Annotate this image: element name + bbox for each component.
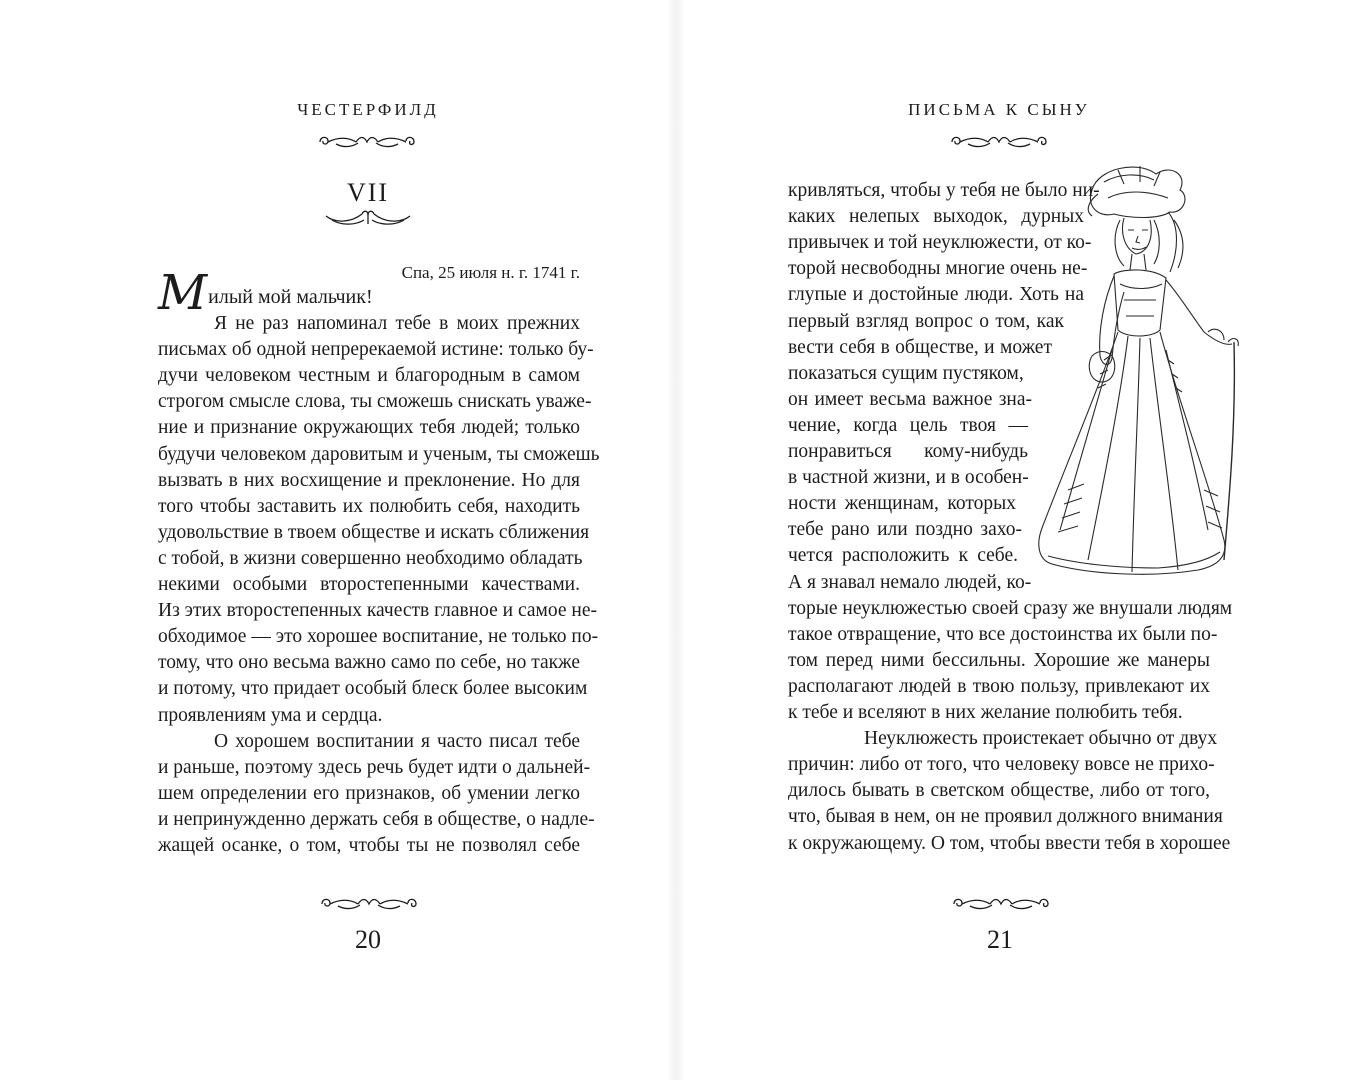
text-line: с тобой, в жизни совершенно необходимо обладать bbox=[158, 547, 583, 569]
text-line: тому, что оно весьма важно само по себе, но также bbox=[158, 652, 580, 674]
text-line: строгом смысле слова, ты сможешь снискать уваже- bbox=[158, 391, 592, 413]
text-line: дучи человеком честным и благородным в самом bbox=[158, 365, 580, 387]
text-line: привычек и той неуклюжести, от ко- bbox=[788, 232, 1092, 254]
text-line: обходимое — это хорошее воспитание, не только по- bbox=[158, 626, 599, 648]
salutation-text: илый мой мальчик! bbox=[208, 286, 373, 308]
text-line: Я не раз напоминал тебе в моих прежних bbox=[214, 313, 580, 334]
text-line: располагают людей в твою пользу, привлекают их bbox=[788, 675, 1210, 697]
running-head-right: ПИСЬМА К СЫНУ bbox=[908, 100, 1090, 119]
text-line: О хорошем воспитании я часто писал тебе bbox=[214, 730, 580, 752]
text-line: торой несвободны многие очень не- bbox=[788, 258, 1088, 280]
text-line: шем определении его признаков, об умении легко bbox=[158, 782, 580, 804]
text-line: чется расположить к себе. bbox=[788, 545, 1018, 567]
text-line: кривляться, чтобы у тебя не было ни- bbox=[788, 180, 1100, 201]
text-line: причин: либо от того, что человеку вовсе не прихо- bbox=[788, 754, 1215, 776]
text-line: письмах об одной непререкаемой истине: только бу- bbox=[158, 339, 594, 361]
text-line: проявлениям ума и сердца. bbox=[158, 704, 383, 726]
text-line: вызвать в них восхищение и преклонение. Но для bbox=[158, 469, 580, 491]
text-line: такое отвращение, что все достоинства их были по- bbox=[788, 623, 1218, 645]
header-ornament-right bbox=[948, 132, 1050, 152]
text-line: глупые и достойные люди. Хоть на bbox=[788, 284, 1084, 306]
text-line: и потому, что придает особый блеск более высоким bbox=[158, 678, 588, 700]
text-line: что, бывая в нем, он не проявил должного внимания bbox=[788, 806, 1223, 828]
text-line: Из этих второстепенных качеств главное и самое не- bbox=[158, 600, 597, 622]
page-number-right: 21 bbox=[987, 925, 1013, 954]
text-line: А я знавал немало людей, ко- bbox=[788, 571, 1032, 593]
header-ornament-left bbox=[316, 132, 418, 152]
text-line: к окружающему. О том, чтобы ввести тебя в хорошее bbox=[788, 832, 1231, 854]
text-line: того чтобы заставить их полюбить себя, находить bbox=[158, 495, 580, 517]
text-line: жащей осанке, о том, чтобы ты не позволял себе bbox=[158, 835, 580, 856]
chapter-number: VII bbox=[346, 178, 390, 207]
text-line: в частной жизни, и в особен- bbox=[788, 467, 1029, 489]
drop-cap-initial: М bbox=[158, 265, 208, 321]
text-line: понравиться кому-нибудь bbox=[788, 441, 1028, 462]
text-line: вести себя в обществе, и может bbox=[788, 336, 1052, 358]
footer-ornament-left bbox=[318, 894, 420, 914]
text-line: он имеет весьма важное зна- bbox=[788, 388, 1032, 410]
salutation bbox=[158, 265, 373, 321]
text-line: первый взгляд вопрос о том, как bbox=[788, 310, 1064, 332]
text-line: будучи человеком даровитым и ученым, ты сможешь bbox=[158, 443, 600, 465]
text-line: к тебе и вселяют в них желание полюбить тебя. bbox=[788, 702, 1183, 723]
text-line: показаться сущим пустяком, bbox=[788, 362, 1024, 384]
running-head-left: ЧЕСТЕРФИЛД bbox=[297, 100, 439, 119]
text-line: Неуклюжесть проистекает обычно от двух bbox=[864, 728, 1218, 750]
text-line: чение, когда цель твоя — bbox=[788, 414, 1028, 436]
text-line: удовольствие в твоем обществе и искать сближения bbox=[158, 521, 590, 543]
footer-ornament-right bbox=[950, 894, 1052, 914]
page-number-left: 20 bbox=[355, 925, 381, 954]
text-line: и раньше, поэтому здесь речь будет идти о дальней- bbox=[158, 756, 591, 778]
right-page bbox=[676, 0, 1352, 1080]
text-line: ние и признание окружающих тебя людей; только bbox=[158, 417, 580, 439]
text-line: и непринужденно держать себя в обществе, о надле- bbox=[158, 808, 595, 830]
text-line: некими особыми второстепенными качествами. bbox=[158, 574, 580, 595]
text-line: ности женщинам, которых bbox=[788, 493, 1016, 515]
text-line: каких нелепых выходок, дурных bbox=[788, 206, 1084, 228]
dateline: Спа, 25 июля н. г. 1741 г. bbox=[401, 263, 580, 282]
text-line: дилось бывать в светском обществе, либо от того, bbox=[788, 780, 1210, 802]
chapter-ornament bbox=[322, 208, 414, 228]
text-line: торые неуклюжестью своей сразу же внушали людям bbox=[788, 597, 1233, 619]
text-line: том перед ними бессильны. Хорошие же манеры bbox=[788, 649, 1210, 671]
text-line: тебе рано или поздно захо- bbox=[788, 519, 1022, 541]
